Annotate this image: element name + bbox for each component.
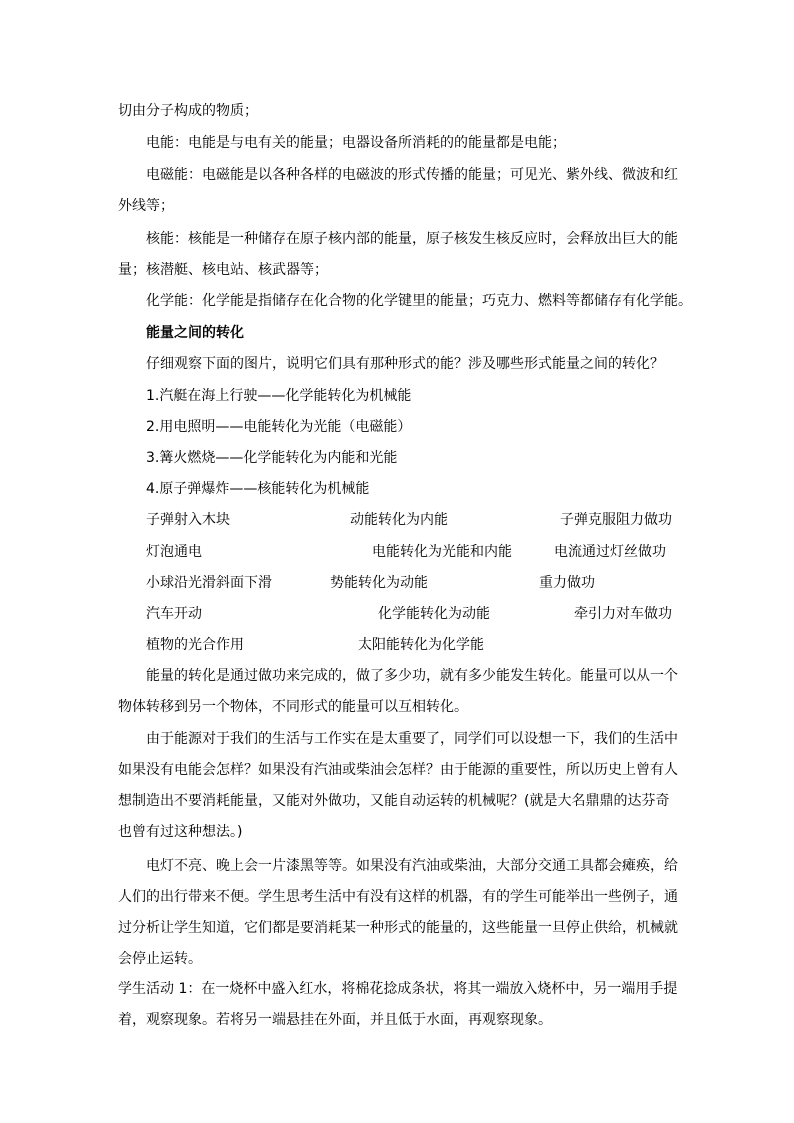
list-item: 2.用电照明——电能转化为光能（电磁能） [146,419,412,435]
paragraph-energy-importance-line2: 如果没有电能会怎样？如果没有汽油或柴油会怎样？由于能源的重要性，所以历史上曾有人 [118,762,678,778]
paragraph-no-energy-line2: 人们的出行带来不便。学生思考生活中有没有这样的机器，有的学生可能举出一些例子，通 [118,889,678,905]
table-cell-work: 重力做功 [539,575,595,591]
paragraph-no-energy-line1: 电灯不亮、晚上会一片漆黑等等。如果没有汽油或柴油，大部分交通工具都会瘫痪，给 [146,858,678,874]
paragraph-energy-importance-line1: 由于能源对于我们的生活与工作实在是太重要了，同学们可以设想一下，我们的生活中 [146,731,678,747]
paragraph-chemical-energy: 化学能：化学能是指储存在化合物的化学键里的能量；巧克力、燃料等都储存有化学能。 [146,293,692,309]
paragraph-no-energy-line3: 过分析让学生知道，它们都是要消耗某一种形式的能量的，这些能量一旦停止供给，机械就 [118,920,678,936]
paragraph-nuclear-line2: 量；核潜艇、核电站、核武器等； [118,262,328,278]
paragraph-electromagnetic-line2: 外线等； [118,198,174,214]
paragraph-electric-energy: 电能：电能是与电有关的能量；电器设备所消耗的的能量都是电能； [146,135,566,151]
paragraph-no-energy-line4: 会停止运转。 [118,951,202,967]
table-cell-conversion: 太阳能转化为化学能 [358,637,484,653]
table-cell-phenomenon: 小球沿光滑斜面下滑 [146,575,272,591]
table-cell-conversion: 动能转化为内能 [350,512,448,528]
table-cell-phenomenon: 灯泡通电 [146,544,202,560]
table-cell-conversion: 势能转化为动能 [330,575,428,591]
table-cell-work: 子弹克服阻力做功 [560,512,672,528]
table-cell-phenomenon: 汽车开动 [146,606,202,622]
table-cell-phenomenon: 子弹射入木块 [146,512,230,528]
list-item: 4.原子弹爆炸——核能转化为机械能 [146,481,370,497]
section-heading: 能量之间的转化 [146,325,244,341]
table-cell-phenomenon: 植物的光合作用 [146,637,244,653]
student-activity-line1: 学生活动 1：在一烧杯中盛入红水，将棉花捻成条状，将其一端放入烧杯中，另一端用手提 [118,981,678,997]
list-item: 1.汽艇在海上行驶——化学能转化为机械能 [146,388,412,404]
paragraph-molecule-end: 切由分子构成的物质； [118,103,258,119]
table-cell-conversion: 电能转化为光能和内能 [372,544,512,560]
table-cell-work: 电流通过灯丝做功 [554,544,666,560]
table-cell-work: 牵引力对车做功 [574,606,672,622]
question-text: 仔细观察下面的图片，说明它们具有那种形式的能？涉及哪些形式能量之间的转化？ [146,356,664,372]
paragraph-energy-importance-line3: 想制造出不要消耗能量，又能对外做功，又能自动运转的机械呢？(就是大名鼎鼎的达芬奇 [118,793,670,809]
student-activity-line2: 着，观察现象。若将另一端悬挂在外面，并且低于水面，再观察现象。 [118,1012,552,1028]
paragraph-electromagnetic-line1: 电磁能：电磁能是以各种各样的电磁波的形式传播的能量；可见光、紫外线、微波和红 [146,167,678,183]
paragraph-nuclear-line1: 核能：核能是一种储存在原子核内部的能量，原子核发生核反应时，会释放出巨大的能 [146,231,678,247]
table-cell-conversion: 化学能转化为动能 [378,606,490,622]
paragraph-conversion-line1: 能量的转化是通过做功来完成的，做了多少功，就有多少能发生转化。能量可以从一个 [146,668,678,684]
paragraph-energy-importance-line4: 也曾有过这种想法。) [118,824,243,840]
paragraph-conversion-line2: 物体转移到另一个物体，不同形式的能量可以互相转化。 [118,699,468,715]
list-item: 3.篝火燃烧——化学能转化为内能和光能 [146,450,398,466]
